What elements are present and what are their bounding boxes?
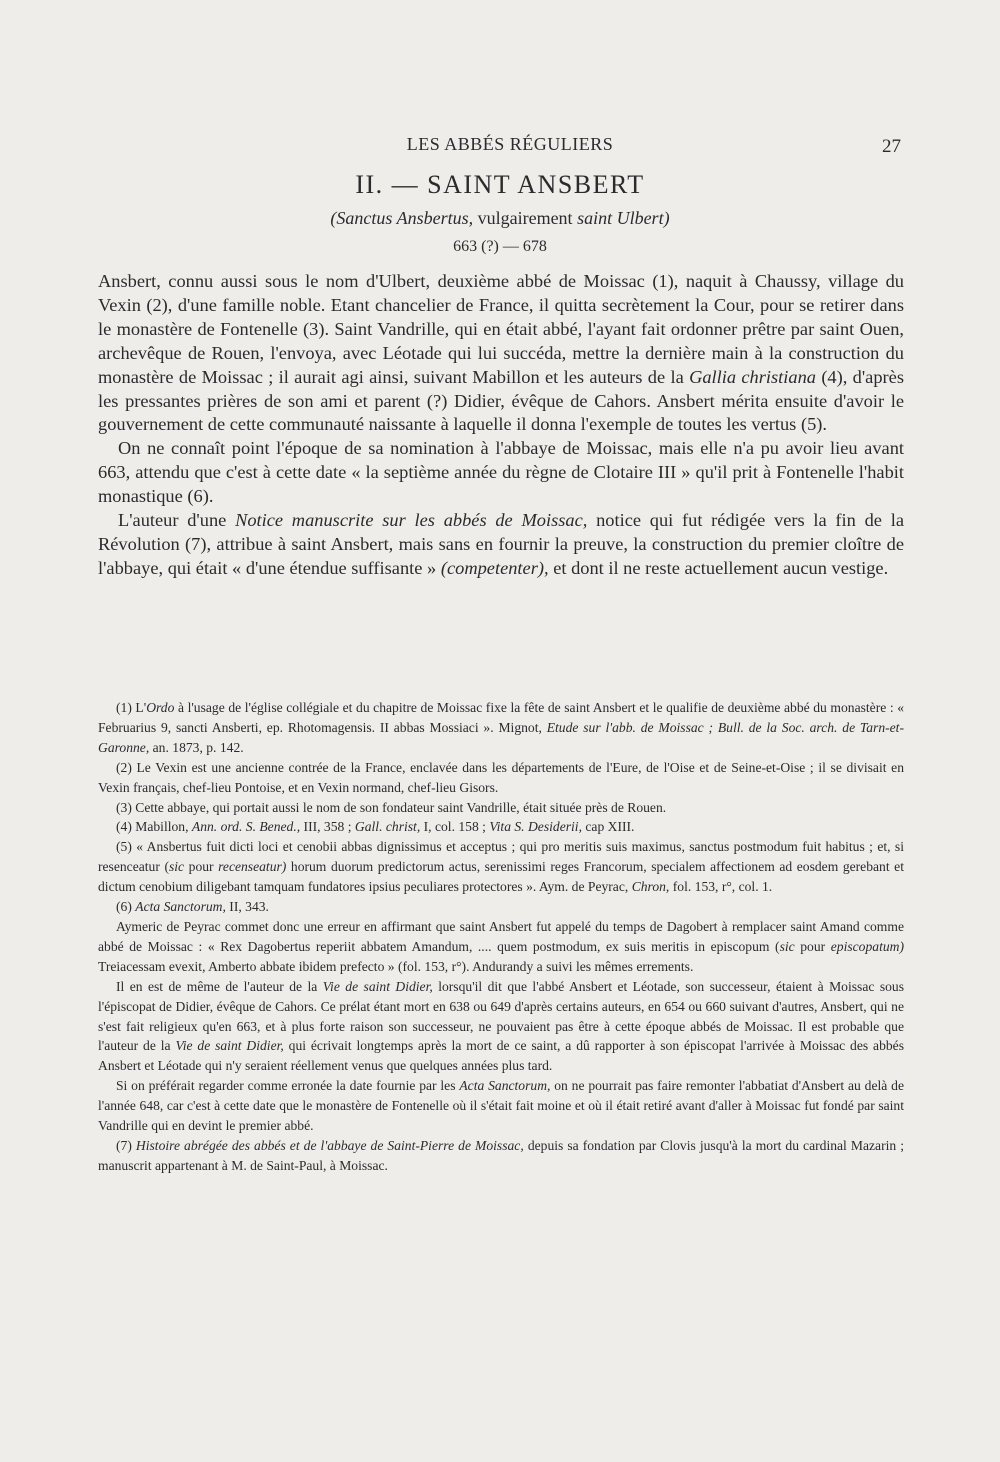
chapter-subtitle <box>0 208 1000 229</box>
paragraph-1: Ansbert, connu aussi sous le nom d'Ulbert, deuxième abbé de Moissac (1), naquit à Chaussy, village du Vexin (2), d'une famille noble. Etant chancelier de France, il quitta secrètement la Cour, pour se retirer dans le monastère de Fontenelle (3). Saint Vandrille, qui en était abbé, l'ayant fait ordonner prêtre par saint Ouen, archevêque de Rouen, l'envoya, avec Léotade qui lui succéda, mettre la dernière main à la construction du monastère de Moissac ; il aurait agi ainsi, suivant Mabillon et les auteurs de la Gallia christiana (4), d'après les pressantes prières de son ami et parent (?) Didier, évêque de Cahors. Ansbert mérita ensuite d'avoir le gouvernement de cette communauté naissante à laquelle il donna l'exemple de toutes les vertus (5). <box>98 271 904 435</box>
subtitle-name: saint Ulbert) <box>577 208 670 228</box>
footnote-6-note-2: Il en est de même de l'auteur de la Vie de saint Didier, lorsqu'il dit que l'abbé Ansbert et Léotade, son successeur, étaient à Moissac sous l'épiscopat de Didier, évêque de Cahors. Ce prélat étant mort en 638 ou 649 d'après certains auteurs, en 654 ou 660 suivant d'autres, Ansbert, qui ne s'est fait religieux qu'en 663, et à plus forte raison son successeur, ne pouvaient pas être à cette époque abbés de Moissac. Il est probable que l'auteur de la Vie de saint Didier, qui écrivait longtemps après la mort de ce saint, a dû rapporter à son épiscopat l'arrivée à Moissac des abbés Ansbert et Léotade qui n'y seraient réellement venus que quelques années plus tard. <box>98 978 904 1074</box>
paragraph-3: L'auteur d'une Notice manuscrite sur les abbés de Moissac, notice qui fut rédigée vers la fin de la Révolution (7), attribue à saint Ansbert, mais sans en fournir la preuve, la construction du premier cloître de l'abbaye, qui était « d'une étendue suffisante » (competenter), et dont il ne reste actuellement aucun vestige. <box>98 510 904 578</box>
chapter-title: II. — SAINT ANSBERT <box>355 170 645 199</box>
footnote-2: (2) Le Vexin est une ancienne contrée de la France, enclavée dans les départements de l'Eure, de l'Oise et de Seine-et-Oise ; il se divisait en Vexin français, chef-lieu Pontoise, et en Vexin normand, chef-lieu Gisors. <box>98 759 904 795</box>
footnotes <box>98 698 904 1176</box>
footnote-7: (7) Histoire abrégée des abbés et de l'abbaye de Saint-Pierre de Moissac, depuis sa fondation par Clovis jusqu'à la mort du cardinal Mazarin ; manuscrit appartenant à M. de Saint-Paul, à Moissac. <box>98 1137 905 1173</box>
footnote-6-note-3: Si on préférait regarder comme erronée la date fournie par les Acta Sanctorum, on ne pourrait pas faire remonter l'abbatiat d'Ansbert au delà de l'année 648, car c'est à cette date que le monastère de Fontenelle où il s'était fait moine et où il était retiré avant d'aller à Moissac fut fondé par saint Vandrille qui en devint le premier abbé. <box>98 1078 904 1134</box>
footnote-6: (6) Acta Sanctorum, II, 343. <box>116 899 269 915</box>
footnote-3: (3) Cette abbaye, qui portait aussi le nom de son fondateur saint Vandrille, était située près de Rouen. <box>116 799 667 815</box>
footnote-6-note-1: Aymeric de Peyrac commet donc une erreur en affirmant que saint Ansbert fut appelé du temps de Dagobert à remplacer saint Amand comme abbé de Moissac : « Rex Dagobertus reperiit abbatem Amandum, .... quem postmodum, ex suis meritis in episcopum (sic pour episcopatum) Treiacessam evexit, Amberto abbate ibidem prefecto » (fol. 153, r°). Andurandy a suivi les mêmes errements. <box>98 918 904 974</box>
subtitle-latin: (Sanctus Ansbertus, <box>330 208 474 228</box>
running-head: LES ABBÉS RÉGULIERS <box>406 134 614 154</box>
footnote-5: (5) « Ansbertus fuit dicti loci et cenobii abbas dignissimus et acceptus ; qui pro meritis suis maximus, sanctus postmodum fuit habitus ; et, si resenceatur (sic pour recenseatur) horum duorum predictorum actus, serenissimi reges Francorum, specialem affectionem ad eosdem gerebant et dictum cenobium diligebant tamquam fundatores ipsius peculiares protectores ». Aym. de Peyrac, Chron, fol. 153, r°, col. 1. <box>98 839 904 895</box>
footnote-4: (4) Mabillon, Ann. ord. S. Bened., III, 358 ; Gall. christ, I, col. 158 ; Vita S. Desiderii, cap XIII. <box>116 819 635 835</box>
subtitle-mid: vulgairement <box>473 208 578 228</box>
paragraph-2: On ne connaît point l'époque de sa nomination à l'abbaye de Moissac, mais elle n'a pu avoir lieu avant 663, attendu que c'est à cette date « la septième année du règne de Clotaire III » qu'il prit à Fontenelle l'habit monastique (6). <box>98 438 904 507</box>
body-text <box>98 270 904 581</box>
footnote-1: (1) L'Ordo à l'usage de l'église collégiale et du chapitre de Moissac fixe la fête de saint Ansbert et le qualifie de deuxième abbé du monastère : « Februarius 9, sancti Ansberti, ep. Rhotomagensis. II abbas Mossiaci ». Mignot, Etude sur l'abb. de Moissac ; Bull. de la Soc. arch. de Tarn-et-Garonne, an. 1873, p. 142. <box>98 700 904 755</box>
page-number: 27 <box>882 136 901 157</box>
chapter-dates: 663 (?) — 678 <box>453 238 547 255</box>
